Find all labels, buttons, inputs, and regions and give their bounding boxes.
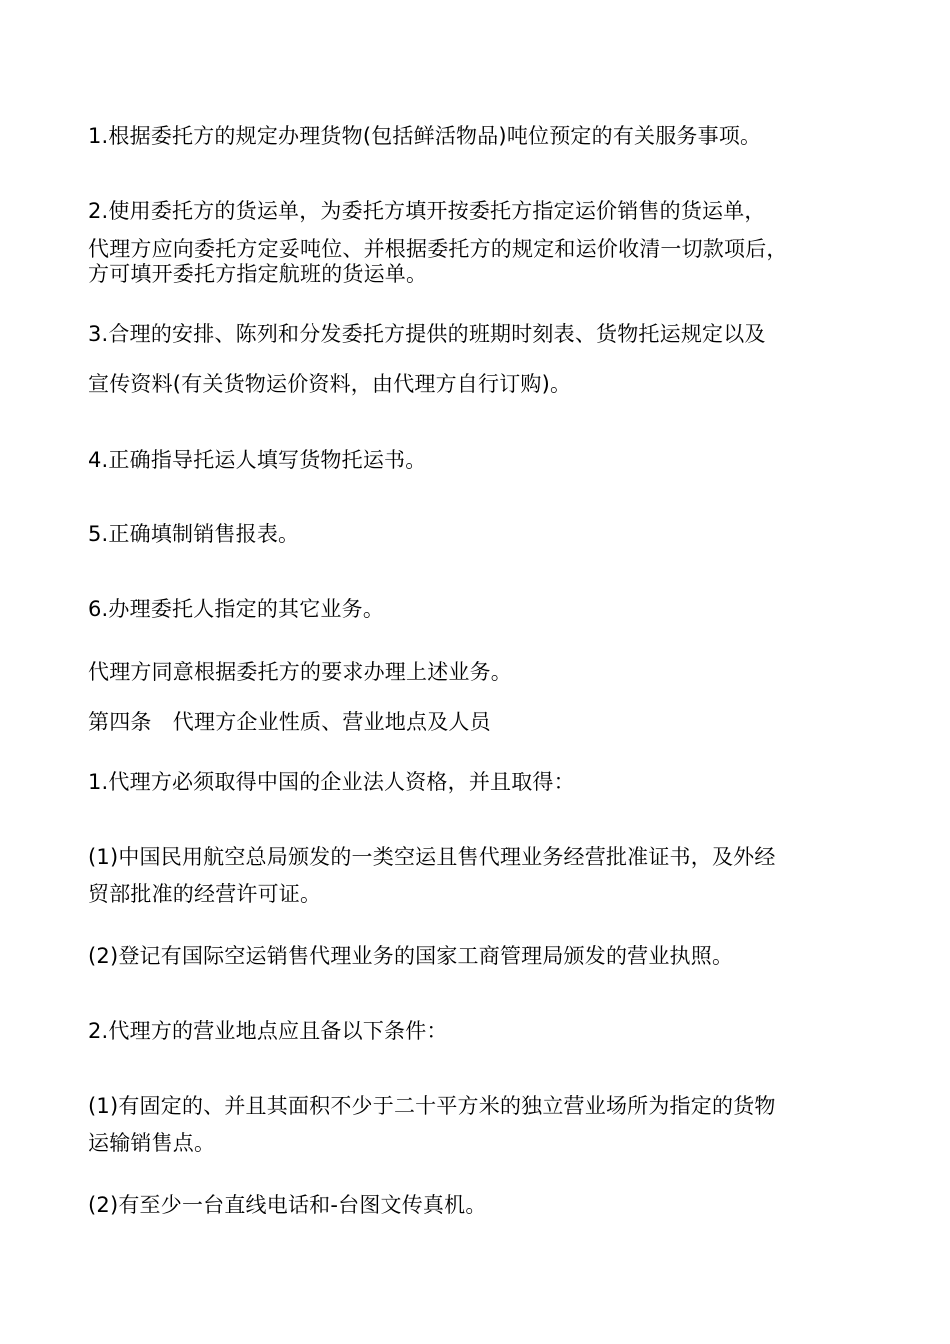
paragraph-12-line-1: 2.代理方的营业地点应且备以下条件： — [88, 1019, 448, 1043]
paragraph-3-line-2: 宣传资料(有关货物运价资料，由代理方自行订购)。 — [88, 372, 572, 396]
article-4-heading: 第四条 代理方企业性质、营业地点及人员 — [88, 710, 491, 734]
paragraph-2-line-2: 代理方应向委托方定妥吨位、并根据委托方的规定和运价收清一切款项后， — [88, 237, 788, 261]
paragraph-2-line-1: 2.使用委托方的货运单，为委托方填开按委托方指定运价销售的货运单， — [88, 199, 766, 223]
paragraph-1-line-1: 1.根据委托方的规定办理货物(包括鲜活物品)吨位预定的有关服务事项。 — [88, 124, 762, 148]
paragraph-7-line-1: 代理方同意根据委托方的要求办理上述业务。 — [88, 660, 512, 684]
paragraph-6-line-1: 6.办理委托人指定的其它业务。 — [88, 597, 385, 621]
paragraph-10-line-2: 贸部批准的经营许可证。 — [88, 882, 322, 906]
paragraph-13-line-2: 运输销售点。 — [88, 1131, 216, 1155]
paragraph-13-line-1: (1)有固定的、并且其面积不少于二十平方米的独立营业场所为指定的货物 — [88, 1094, 776, 1118]
paragraph-2-line-3: 方可填开委托方指定航班的货运单。 — [88, 262, 428, 286]
paragraph-4-line-1: 4.正确指导托运人填写货物托运书。 — [88, 448, 427, 472]
paragraph-11-line-1: (2)登记有国际空运销售代理业务的国家工商管理局颁发的营业执照。 — [88, 944, 734, 968]
paragraph-9-line-1: 1.代理方必须取得中国的企业法人资格，并且取得： — [88, 770, 575, 794]
paragraph-10-line-1: (1)中国民用航空总局颁发的一类空运且售代理业务经营批准证书，及外经 — [88, 845, 776, 869]
paragraph-5-line-1: 5.正确填制销售报表。 — [88, 522, 300, 546]
paragraph-14-line-1: (2)有至少一台直线电话和-台图文传真机。 — [88, 1193, 487, 1217]
paragraph-3-line-1: 3.合理的安排、陈列和分发委托方提供的班期时刻表、货物托运规定以及 — [88, 322, 766, 346]
